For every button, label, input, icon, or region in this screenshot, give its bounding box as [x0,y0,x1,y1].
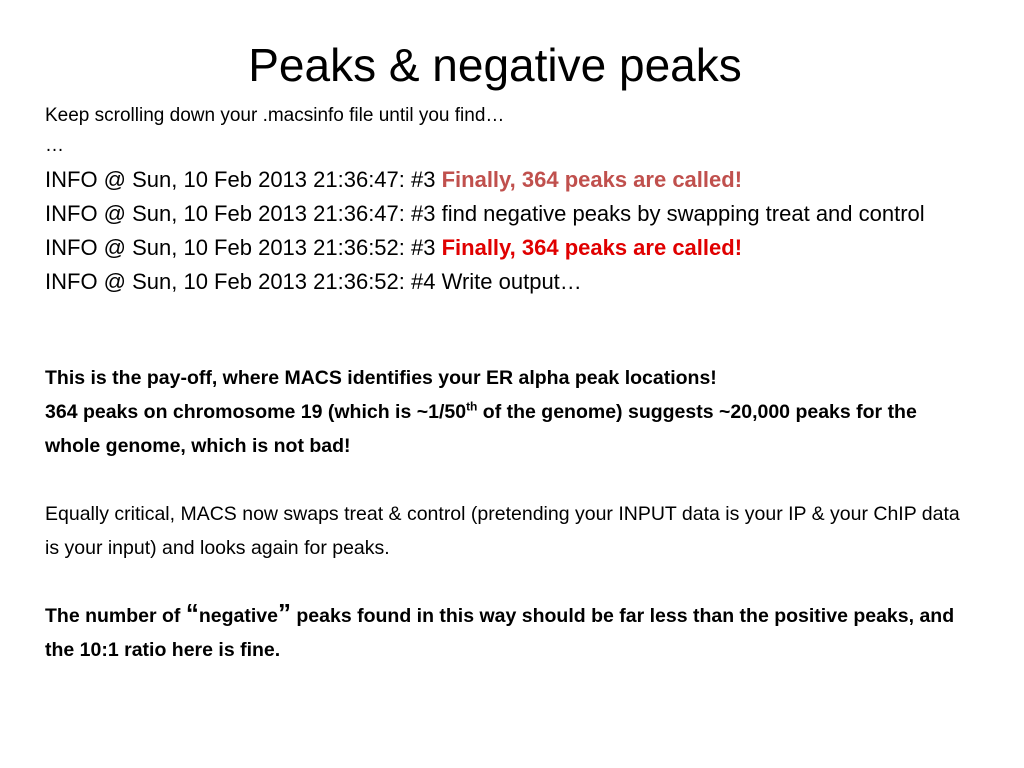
log-line-3 [45,231,975,265]
intro-text: Keep scrolling down your .macsinfo file until you find… [45,105,505,126]
slide-title: Peaks & negative peaks [248,39,742,91]
superscript-th: th [466,399,478,414]
log-line-3-text: INFO @ Sun, 10 Feb 2013 21:36:52: #3 [45,235,442,260]
payoff-paragraph [45,361,975,463]
negative-peaks-end: peaks found in this way should be far less than the positive peaks, and the 10:1 ratio here is fine. [45,605,955,661]
negative-word: negative [198,605,278,627]
log-line-1-highlight: Finally, 364 peaks are called! [441,167,743,192]
negative-peaks-paragraph [45,599,975,667]
log-line-1 [45,163,975,197]
swap-paragraph: Equally critical, MACS now swaps treat & control (pretending your INPUT data is your IP & your ChIP data is your input) and looks again for peaks. [45,503,960,559]
log-line-3-highlight: Finally, 364 peaks are called! [441,235,743,260]
payoff-line-2-start: 364 peaks on chromosome 19 (which is ~1/50 [45,401,467,423]
log-line-2 [45,197,975,231]
log-line-4 [45,265,975,299]
open-quote: “ [185,598,199,628]
payoff-line-2-end: of the genome) suggests ~20,000 peaks for the whole genome, which is not bad! [45,401,917,457]
log-line-4-text: INFO @ Sun, 10 Feb 2013 21:36:52: #4 Write output… [45,269,582,294]
log-output [45,163,975,299]
ellipsis-text: … [45,135,64,156]
payoff-line-1: This is the pay-off, where MACS identifies your ER alpha peak locations! [45,367,717,389]
negative-peaks-start: The number of [45,605,186,627]
log-line-2-text: INFO @ Sun, 10 Feb 2013 21:36:47: #3 find negative peaks by swapping treat and control [45,201,925,226]
close-quote: ” [277,598,291,628]
log-line-1-text: INFO @ Sun, 10 Feb 2013 21:36:47: #3 [45,167,442,192]
payoff-line-2 [45,395,975,463]
